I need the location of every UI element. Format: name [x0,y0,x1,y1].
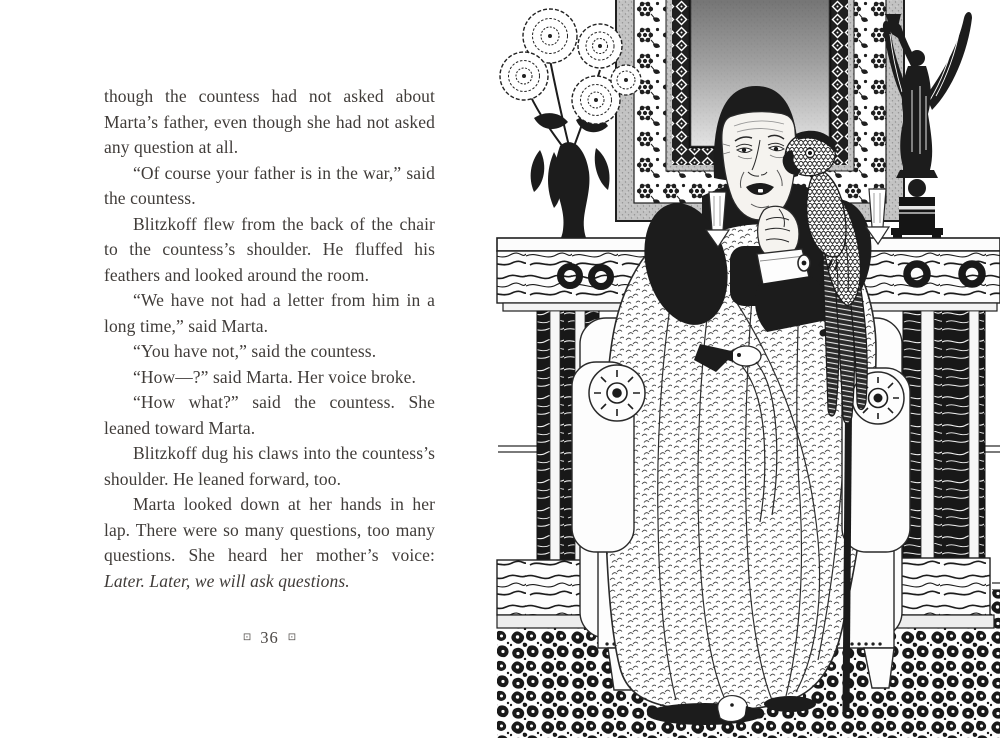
illustration-countess-and-parrot [480,0,1000,738]
vase [555,142,590,242]
paragraph: Blitzkoff flew from the back of the chair to the countess’s shoulder. He fluffed his feathers and looked around the room. [104,213,435,285]
paragraph-italic-text: Later. Later, we will ask questions. [104,570,350,591]
chrysanthemum-blossom [578,24,622,68]
paragraph: “How what?” said the countess. She leaned toward Marta. [104,392,435,438]
paragraph [104,492,435,594]
armrest-medallion [589,365,645,421]
paragraph: though the countess had not asked about Marta’s father, even though she had not asked any question at all. [104,86,435,157]
paragraph: “You have not,” said the countess. [133,341,377,361]
chrysanthemum-blossom [611,65,641,95]
chrysanthemum-blossom [500,52,548,100]
left-page-text [104,84,435,594]
paragraph: “How—?” said Marta. Her voice broke. [133,366,417,387]
folio-ornament-icon: ⊡ [242,631,252,643]
paragraph-text: Marta looked down at her hands in her lap. There were so many questions, too many questions. She heard her mother’s voice: [104,494,435,565]
page-number: 36 [260,628,279,647]
page-number-row [104,628,435,648]
paragraph: “Of course your father is in the war,” said the countess. [104,162,435,208]
paragraph: Blitzkoff dug his claws into the countess’s shoulder. He leaned forward, too. [104,443,435,489]
paragraph: “We have not had a letter from him in a long time,” said Marta. [104,290,435,336]
folio-ornament-icon: ⊡ [287,631,297,643]
